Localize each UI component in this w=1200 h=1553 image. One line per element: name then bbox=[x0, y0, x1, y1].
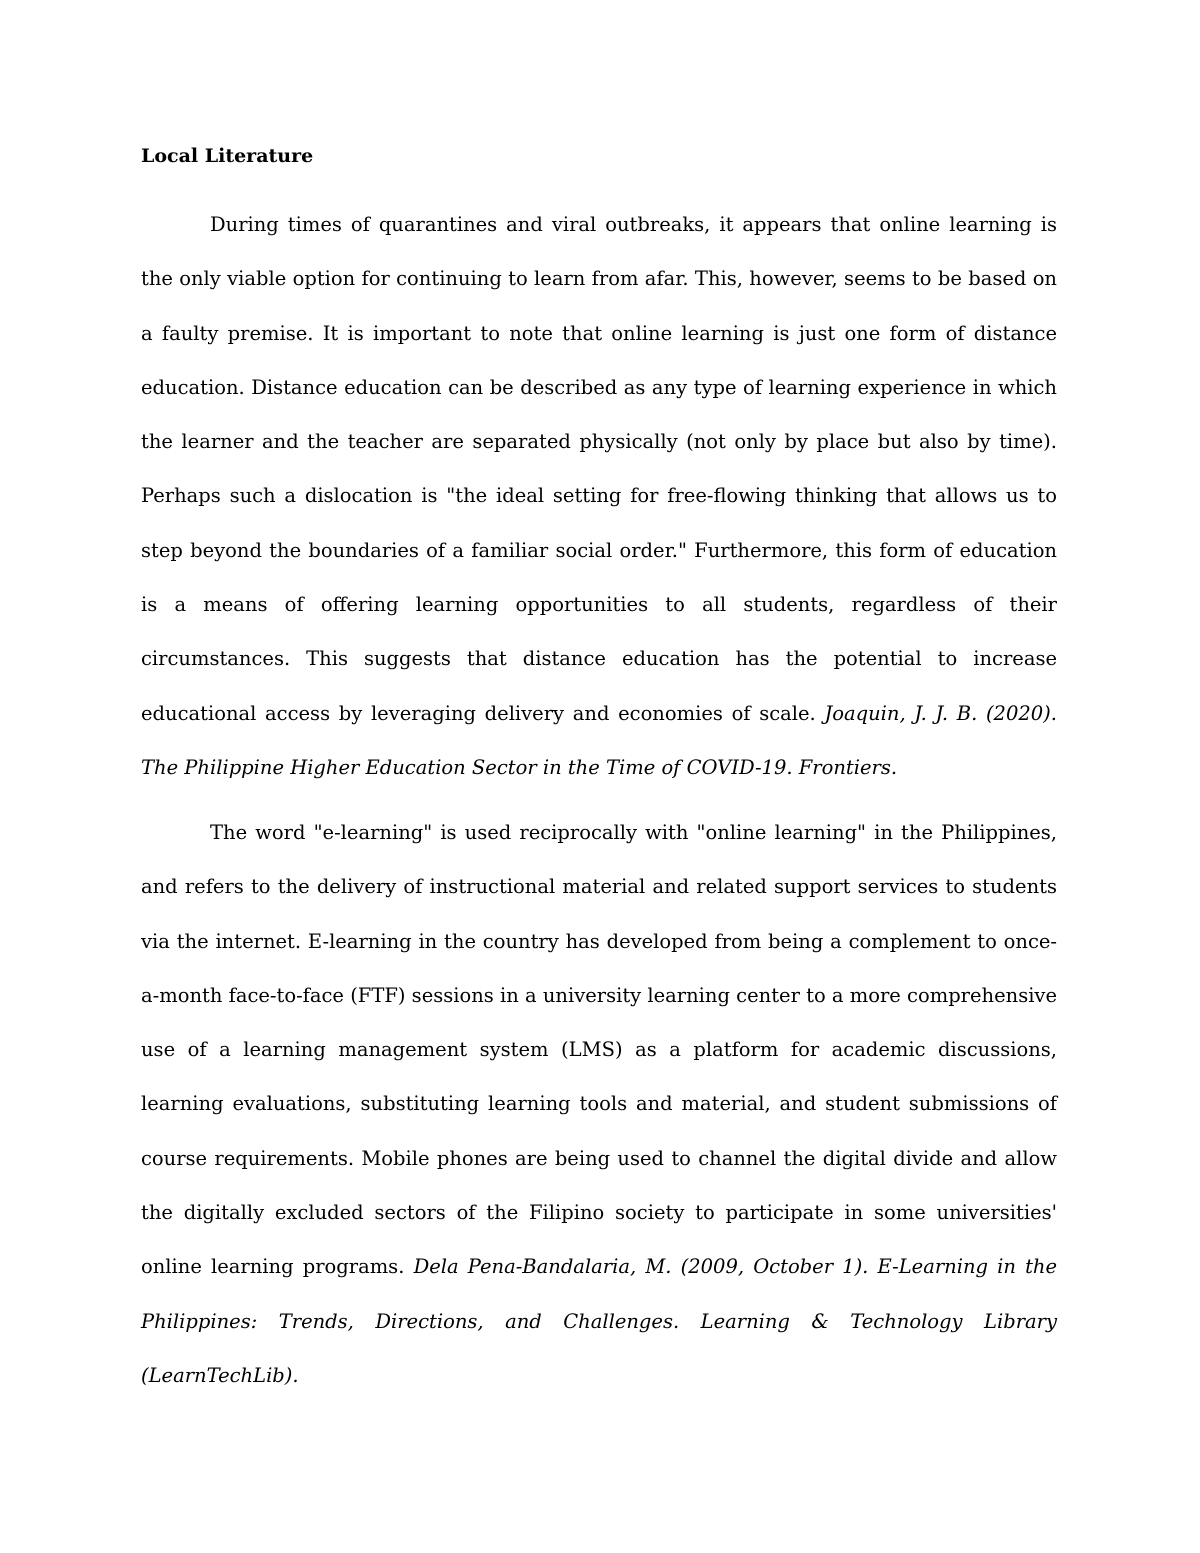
paragraph-2-text: The word "e-learning" is used reciprocally with "online learning" in the Philippines, and refers to the delivery of instructional material and related support services to students via the internet. E-learning in the country has developed from being a complement to once-a-month face-to-face (FTF) sessions in a university learning center to a more comprehensive use of a learning management system (LMS) as a platform for academic discussions, learning evaluations, substituting learning tools and material, and student submissions of course requirements. Mobile phones are being used to channel the digital divide and allow the digitally excluded sectors of the Filipino society to participate in some universities' online learning programs. bbox=[141, 821, 1057, 1279]
paragraph-1-text: During times of quarantines and viral outbreaks, it appears that online learning is the only viable option for continuing to learn from afar. This, however, seems to be based on a faulty premise. It is important to note that online learning is just one form of distance education. Distance education can be described as any type of learning experience in which the learner and the teacher are separated physically (not only by place but also by time). Perhaps such a dislocation is "the ideal setting for free-flowing thinking that allows us to step beyond the boundaries of a familiar social order." Furthermore, this form of education is a means of offering learning opportunities to all students, regardless of their circumstances. This suggests that distance education has the potential to increase educational access by leveraging delivery and economies of scale. bbox=[141, 213, 1057, 725]
paragraph-2-citation: Dela Pena-Bandalaria, M. (2009, October 1). E-Learning in the Philippines: Trends, Directions, and Challenges. Learning & Technology Library (LearnTechLib). bbox=[141, 1255, 1058, 1387]
paragraph-1 bbox=[141, 198, 1057, 795]
paragraph-2 bbox=[141, 806, 1057, 1403]
section-heading: Local Literature bbox=[141, 145, 314, 167]
paragraph-1-citation: Joaquin, J. J. B. (2020). The Philippine Higher Education Sector in the Time of COVID-19. Frontiers. bbox=[141, 701, 1057, 779]
